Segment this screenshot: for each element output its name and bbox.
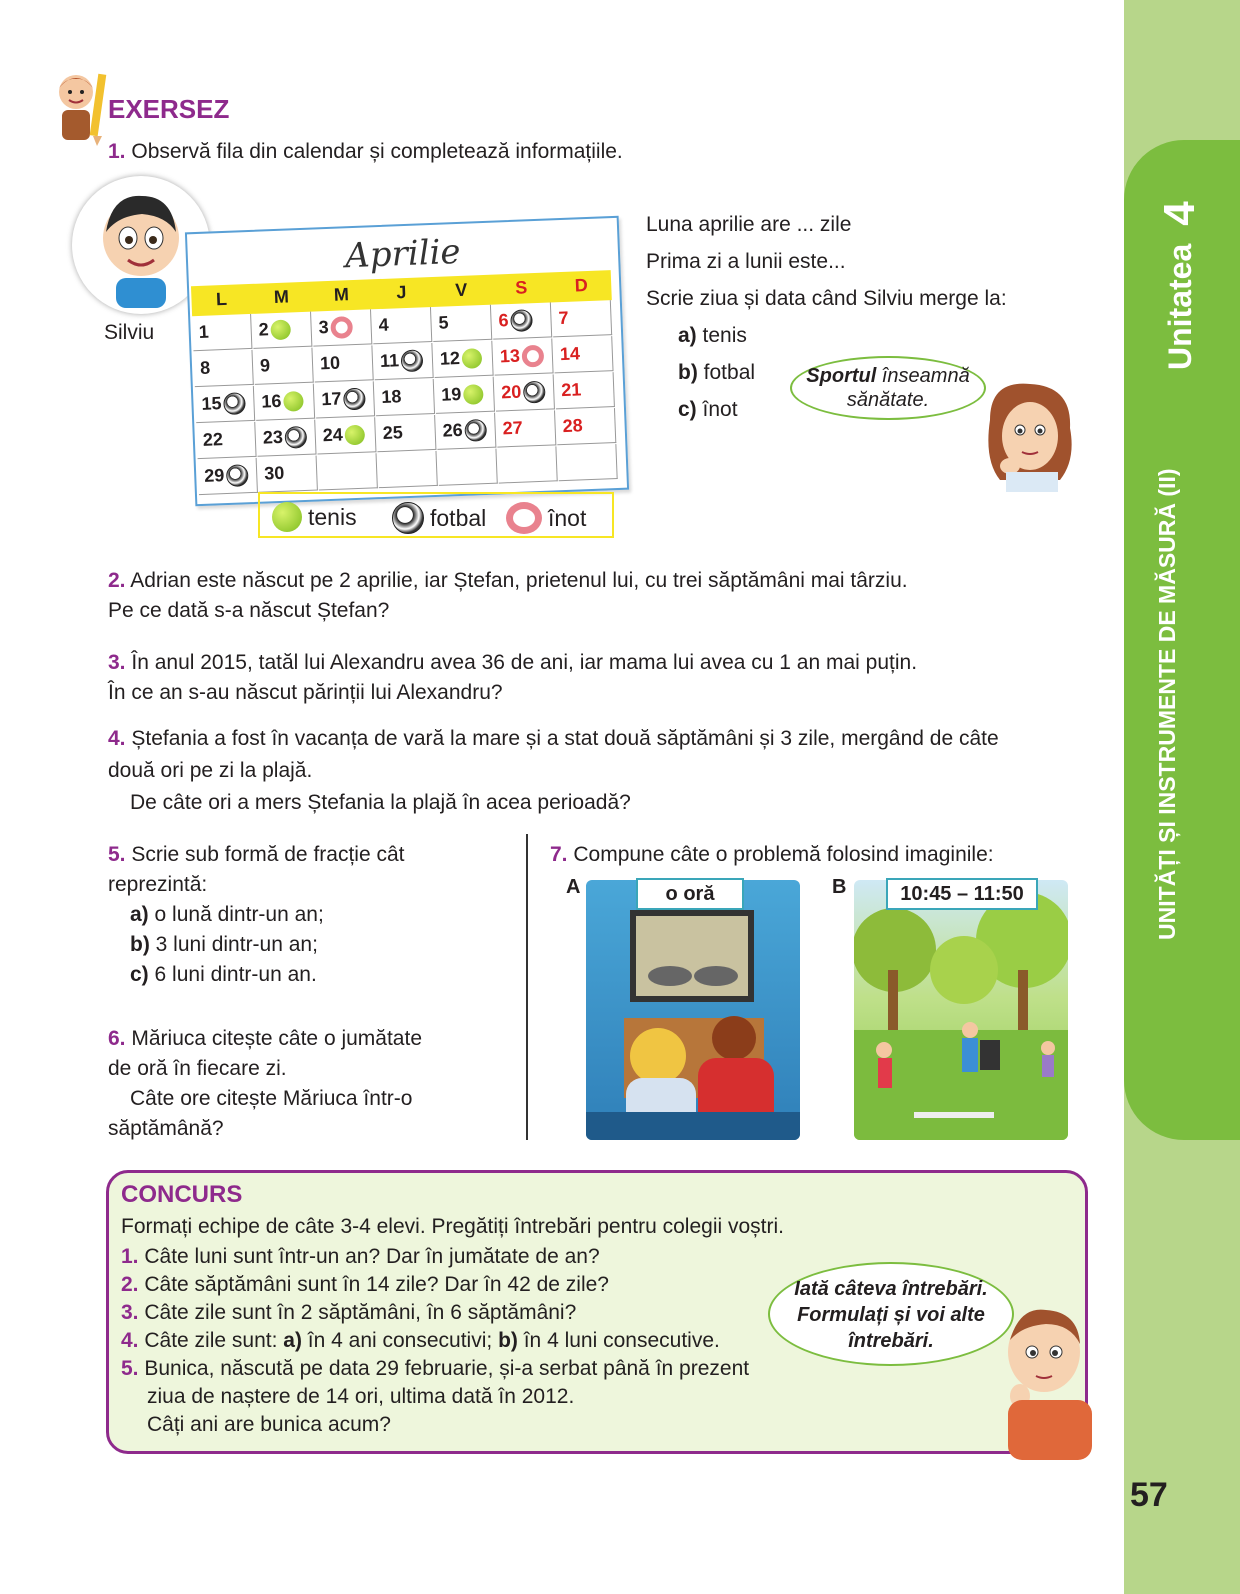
legend-inot-label: înot	[548, 504, 587, 531]
calendar-day-number: 14	[559, 343, 581, 365]
questions-speech-bubble	[768, 1262, 1014, 1366]
ex4-text-1: Ștefania a fost în vacanța de vară la mare și a stat două săptămâni și 3 zile, mergând de câte	[131, 727, 999, 750]
q-text: Câte zile sunt:	[144, 1329, 284, 1352]
ex7-a-letter: A	[566, 876, 581, 898]
page-number: 57	[1130, 1476, 1168, 1514]
ex5-item-c	[130, 960, 317, 990]
bubble-line2: Formulați și voi alte	[797, 1304, 985, 1326]
ex7-b-label: 10:45 – 11:50	[886, 878, 1038, 910]
calendar-day	[373, 343, 433, 380]
calendar-day-number: 15	[201, 393, 222, 414]
calendar-day-number: 9	[259, 355, 271, 376]
ex4-line-2: două ori pe zi la plajă.	[108, 759, 313, 782]
swim-ring-icon	[506, 502, 542, 534]
ex6-text-1: Măriuca citește câte o jumătate	[131, 1027, 422, 1050]
calendar-day-number: 22	[202, 429, 224, 450]
bubble-bold: Sportul	[806, 365, 877, 387]
ex5-item-b	[130, 930, 318, 960]
legend-fotbal-label: fotbal	[430, 504, 487, 531]
calendar-day-number: 10	[319, 352, 341, 374]
bubble-line2: sănătate.	[846, 389, 930, 411]
football-icon	[284, 426, 307, 449]
calendar-day	[433, 341, 493, 378]
calendar-day-number: 18	[380, 386, 402, 408]
ex5-line-1	[108, 840, 404, 870]
ex6-line-2: de oră în fiecare zi.	[108, 1057, 287, 1080]
calendar-day	[316, 417, 376, 454]
legend-inot	[504, 502, 586, 534]
item-letter: a)	[678, 324, 697, 347]
q-letter: b)	[498, 1329, 518, 1352]
calendar-day	[553, 336, 613, 373]
girl-thinking-icon	[980, 380, 1080, 492]
item-letter: c)	[678, 398, 697, 421]
unit-number: 4	[1155, 201, 1204, 226]
q-letter: a)	[283, 1329, 302, 1352]
concurs-q1	[121, 1243, 600, 1271]
park-picture	[854, 880, 1068, 1140]
q-number: 5.	[121, 1357, 139, 1380]
calendar-day	[312, 309, 372, 346]
calendar-day-number: 6	[498, 310, 509, 331]
calendar-day	[192, 314, 252, 351]
ex3-text-1: În anul 2015, tatăl lui Alexandru avea 36 de ani, iar mama lui avea cu 1 an mai puțin.	[131, 651, 918, 674]
ex4-line-1	[108, 724, 999, 754]
legend-tenis	[270, 502, 357, 532]
calendar-day-number: 29	[203, 465, 225, 486]
boy-pencil-icon	[52, 70, 108, 146]
concurs-q3	[121, 1299, 576, 1327]
weekday: J	[395, 281, 407, 303]
ex1-item-c	[678, 395, 738, 425]
football-icon	[510, 309, 533, 332]
calendar-day	[497, 446, 557, 483]
ex5-number: 5.	[108, 843, 126, 866]
calendar-day	[196, 422, 256, 459]
calendar-day	[492, 302, 552, 339]
calendar-day	[256, 420, 316, 457]
chapter-title	[1150, 380, 1184, 940]
concurs-q5-line3: Câți ani are bunica acum?	[147, 1413, 391, 1436]
calendar-day-number: 2	[258, 319, 270, 340]
q-text: Bunica, născută pe data 29 februarie, și-a serbat până în prezent	[144, 1357, 750, 1380]
calendar-day-number: 23	[262, 426, 284, 448]
football-icon	[523, 381, 546, 404]
weekday: D	[574, 275, 589, 296]
tennis-ball-icon	[283, 391, 304, 412]
item-text: tenis	[702, 324, 747, 347]
calendar-day-number: 8	[199, 357, 211, 378]
item-text: o lună dintr-un an;	[154, 903, 324, 926]
ex7-b-letter: B	[832, 876, 847, 898]
children-playing-park-icon	[854, 880, 1068, 1140]
calendar-day	[495, 374, 555, 411]
bubble-rest: înseamnă	[876, 365, 970, 387]
calendar-day	[313, 345, 373, 382]
football-icon	[392, 502, 424, 534]
calendar-day	[258, 456, 318, 493]
calendar-day-number: 13	[499, 345, 521, 367]
calendar-day	[493, 338, 553, 375]
ex5-text-1: Scrie sub formă de fracție cât	[131, 843, 405, 866]
calendar-month: Aprilie	[344, 231, 462, 277]
swim-ring-icon	[522, 345, 545, 368]
calendar-day-number: 20	[500, 381, 522, 403]
weekday: M	[333, 284, 350, 305]
ex1-line-1: Luna aprilie are ... zile	[646, 213, 852, 236]
q-text: în 4 ani consecutivi;	[301, 1329, 499, 1352]
ex4-number: 4.	[108, 727, 126, 750]
football-icon	[343, 388, 366, 411]
bubble-line3: întrebări.	[848, 1330, 934, 1352]
item-text: 3 luni dintr-un an;	[155, 933, 318, 956]
ex7-prompt	[550, 840, 994, 870]
football-icon	[223, 392, 246, 415]
q-number: 3.	[121, 1301, 139, 1324]
q-number: 1.	[121, 1245, 139, 1268]
calendar-day-number: 3	[318, 316, 330, 338]
concurs-q4	[121, 1327, 720, 1355]
calendar-day-number: 11	[379, 350, 400, 372]
ex1-number: 1.	[108, 140, 126, 163]
ex6-line-4: săptămână?	[108, 1117, 224, 1140]
tv-picture	[586, 880, 800, 1140]
tennis-ball-icon	[270, 320, 291, 341]
calendar-day	[315, 381, 375, 418]
sport-speech-bubble	[790, 356, 986, 420]
column-divider	[526, 834, 528, 1140]
calendar-day-number: 1	[198, 321, 210, 342]
calendar-day-number: 17	[321, 388, 342, 410]
calendar-day-number: 25	[382, 422, 404, 443]
calendar-day	[198, 458, 258, 495]
unit-title	[1155, 170, 1204, 370]
calendar-day	[435, 377, 495, 414]
ex7-a-label: o oră	[636, 878, 744, 910]
ex7-text: Compune câte o problemă folosind imaginile:	[573, 843, 994, 866]
calendar-day-number: 28	[562, 415, 584, 437]
calendar-day	[496, 410, 556, 447]
calendar-day	[376, 415, 436, 452]
chapter-title-text: UNITĂȚI ȘI INSTRUMENTE DE MĂSURĂ (II)	[1154, 468, 1180, 940]
ex1-item-b	[678, 358, 755, 388]
calendar-day-number: 7	[558, 307, 569, 329]
ex2-number: 2.	[108, 569, 126, 592]
boy-thinking-icon	[990, 1300, 1094, 1460]
ex3-line-1	[108, 648, 917, 678]
item-letter: a)	[130, 903, 149, 926]
calendar-grid	[192, 300, 619, 496]
item-text: fotbal	[703, 361, 756, 384]
ex3-number: 3.	[108, 651, 126, 674]
calendar-day-number: 24	[322, 424, 344, 446]
ex6-line-3: Câte ore citește Măriuca într-o	[130, 1087, 413, 1110]
ex2-line-2: Pe ce dată s-a născut Ștefan?	[108, 599, 390, 622]
item-text: înot	[702, 398, 738, 421]
calendar-day	[378, 451, 438, 488]
calendar-day	[372, 307, 432, 344]
calendar-day	[432, 305, 492, 342]
football-icon	[401, 350, 424, 373]
ex1-line-3: Scrie ziua și data când Silviu merge la:	[646, 287, 1007, 310]
calendar-day	[552, 300, 612, 337]
ex7-number: 7.	[550, 843, 568, 866]
ex2-text-1: Adrian este născut pe 2 aprilie, iar Ștefan, prietenul lui, cu trei săptămâni mai târziu.	[130, 569, 908, 592]
calendar	[185, 216, 629, 506]
bubble-line1: Iată câteva întrebări.	[794, 1278, 988, 1300]
football-icon	[226, 464, 249, 487]
silviu-name: Silviu	[104, 321, 155, 344]
tennis-ball-icon	[463, 384, 484, 405]
unit-label: Unitatea	[1161, 243, 1198, 370]
concurs-q2	[121, 1271, 609, 1299]
tennis-ball-icon	[272, 502, 302, 532]
calendar-day-number: 30	[263, 462, 285, 484]
q-text: Câte zile sunt în 2 săptămâni, în 6 săptămâni?	[144, 1301, 577, 1324]
legend-tenis-label: tenis	[308, 503, 357, 530]
calendar-day	[556, 408, 616, 445]
calendar-day	[557, 444, 617, 481]
calendar-day	[195, 386, 255, 423]
calendar-day	[253, 348, 313, 385]
q-number: 4.	[121, 1329, 139, 1352]
calendar-day-number: 26	[442, 419, 464, 441]
ex6-number: 6.	[108, 1027, 126, 1050]
ex1-item-a	[678, 321, 747, 351]
calendar-day	[437, 449, 497, 486]
concurs-q5-line1	[121, 1355, 749, 1383]
weekday: V	[454, 279, 468, 301]
ex5-line-2: reprezintă:	[108, 873, 208, 896]
ex3-line-2: În ce an s-au născut părinții lui Alexandru?	[108, 681, 503, 704]
calendar-day-number: 4	[378, 314, 389, 336]
q-text: Câte săptămâni sunt în 14 zile? Dar în 42 de zile?	[144, 1273, 609, 1296]
calendar-day	[375, 379, 435, 416]
item-letter: b)	[130, 933, 150, 956]
ex2-line-1	[108, 566, 908, 596]
tennis-ball-icon	[344, 425, 365, 446]
ex5-item-a	[130, 900, 324, 930]
weekday: S	[514, 277, 528, 298]
calendar-day	[555, 372, 615, 409]
calendar-day	[194, 350, 254, 387]
legend-fotbal	[390, 502, 486, 534]
item-letter: c)	[130, 963, 149, 986]
item-text: 6 luni dintr-un an.	[154, 963, 317, 986]
q-number: 2.	[121, 1273, 139, 1296]
calendar-day-number: 16	[261, 390, 282, 412]
ex4-line-3: De câte ori a mers Ștefania la plajă în acea perioadă?	[130, 791, 631, 814]
concurs-title: CONCURS	[121, 1181, 243, 1208]
ex6-line-1	[108, 1024, 422, 1054]
calendar-day-number: 5	[438, 312, 449, 333]
ex1-text: Observă fila din calendar și completează informațiile.	[131, 140, 623, 163]
calendar-day-number: 19	[440, 383, 462, 405]
children-watching-tv-icon	[586, 880, 800, 1140]
ex1-prompt	[108, 137, 623, 167]
calendar-day-number: 12	[439, 347, 461, 369]
calendar-day-number: 27	[502, 417, 524, 439]
calendar-day-number: 21	[560, 379, 582, 401]
calendar-day	[255, 384, 315, 421]
concurs-intro: Formați echipe de câte 3-4 elevi. Pregătiți întrebări pentru colegii voștri.	[121, 1215, 784, 1238]
concurs-q5-line2: ziua de naștere de 14 ori, ultima dată în 2012.	[147, 1385, 575, 1408]
section-title: EXERSEZ	[108, 94, 230, 124]
calendar-day	[318, 453, 378, 490]
weekday: L	[215, 288, 228, 310]
swim-ring-icon	[330, 316, 353, 339]
calendar-legend	[258, 492, 614, 538]
ex1-line-2: Prima zi a lunii este...	[646, 250, 846, 273]
calendar-day	[252, 312, 312, 349]
tennis-ball-icon	[462, 348, 483, 369]
item-letter: b)	[678, 361, 698, 384]
calendar-day	[436, 413, 496, 450]
q-text: Câte luni sunt într-un an? Dar în jumătate de an?	[144, 1245, 600, 1268]
q-text: în 4 luni consecutive.	[517, 1329, 720, 1352]
weekday: M	[273, 286, 290, 308]
football-icon	[464, 419, 487, 442]
